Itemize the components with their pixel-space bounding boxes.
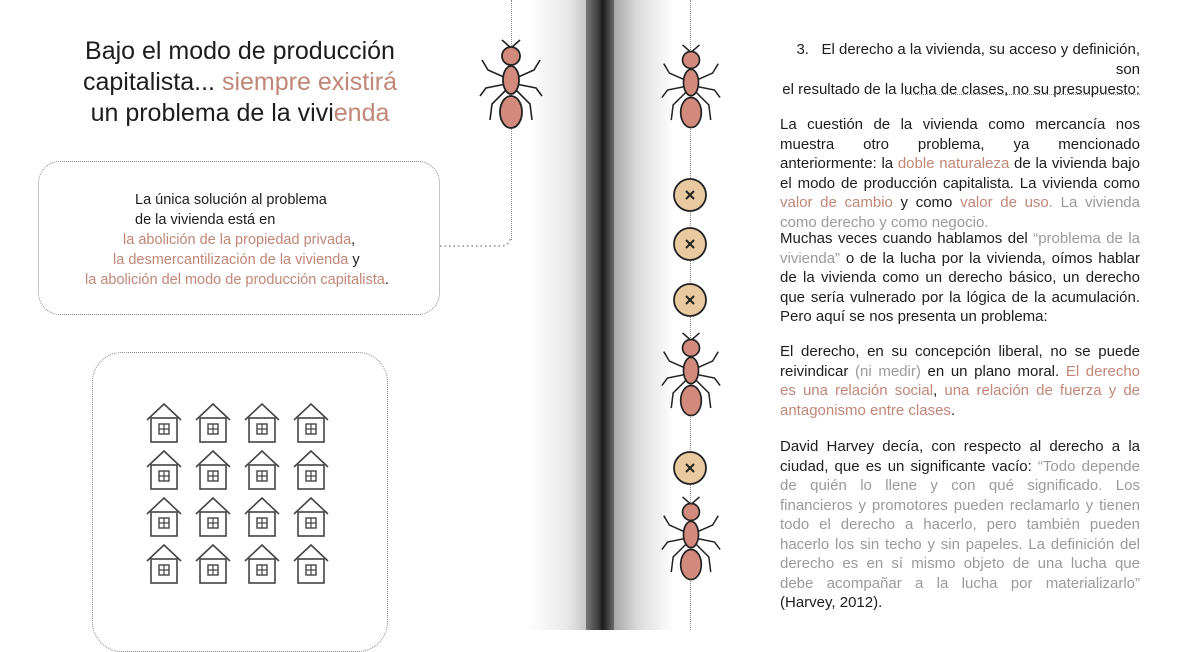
house-grid-icon (145, 402, 335, 592)
p2-text-c: o de la lucha por la vivienda, oímos hablar de la vivienda como un derecho básico, un derecho que sería vulnerado por la lógica de la acumulación. Pero aquí se nos presenta un problema: (780, 249, 1140, 325)
item3-line-1: El derecho a la vivienda, su acceso y definición, son (821, 41, 1140, 78)
callout-connector (440, 238, 512, 250)
callout-item-3: la abolición del modo de producción capitalista (85, 272, 385, 288)
p1-text-g: . La vivienda como derecho y como negocio. (780, 194, 1140, 231)
callout-item-1: la abolición de la propiedad privada (123, 232, 352, 248)
paragraph-1 (780, 115, 1140, 232)
item3-line-2: el resultado de la lucha de clases, no su presupuesto: (782, 81, 1140, 98)
callout-item-2: la desmercantilización de la vivienda (113, 252, 349, 268)
screw-icon (670, 448, 710, 488)
p3-text-a: El derecho, en su concepción liberal, no se puede reivindicar (780, 343, 1140, 380)
p4-text-a: David Harvey decía, con respecto al derecho a la ciudad, que es un significante vacío: (780, 438, 1140, 475)
ant-icon (478, 38, 544, 138)
ant-icon-right-top (660, 40, 722, 140)
ant-icon-right-bottom (660, 492, 722, 592)
paragraph-4 (780, 437, 1140, 613)
paragraph-2 (780, 229, 1140, 327)
p3-highlight-relacion-fuerza: una relación de fuerza y de antagonismo entre clases (780, 382, 1140, 419)
dotted-separator (905, 94, 1140, 95)
p4-citation: (Harvey, 2012). (780, 594, 883, 611)
title-line-1: Bajo el modo de producción (85, 37, 395, 65)
p1-text-a: La cuestión de la vivienda como mercancía nos muestra otro problema, ya mencionado anteriormente: la (780, 116, 1140, 172)
p1-highlight-doble-naturaleza: doble naturaleza (897, 155, 1010, 172)
title-accent: siempre existirá (221, 68, 398, 96)
p1-highlight-valor-uso: valor de uso (960, 194, 1049, 211)
screw-icon (670, 175, 710, 215)
ant-icon-right-middle (660, 328, 722, 428)
item-number: 3. (796, 41, 809, 58)
p2-text-a: Muchas veces cuando hablamos del (780, 230, 1034, 247)
p1-text-c: de la vivienda bajo el modo de producción capitalista. La vivienda como (780, 155, 1140, 192)
callout-item-3-suffix: . (384, 272, 389, 288)
title-line-3: un problema de la vivi (90, 99, 334, 127)
callout-item-1-suffix: , (351, 232, 356, 248)
p1-highlight-valor-cambio: valor de cambio (780, 194, 893, 211)
p1-text-e: y como (892, 194, 961, 211)
title-line-3-accent: enda (333, 99, 390, 127)
book-spine (586, 0, 614, 630)
paragraph-3 (780, 342, 1140, 420)
p2-quote: “problema de la vivienda” (780, 230, 1141, 267)
screw-icon (670, 224, 710, 264)
callout-line-2: de la vivienda está en (135, 212, 276, 228)
callout-text (55, 190, 410, 290)
callout-line-1: La única solución al problema (135, 192, 327, 208)
p4-harvey-quote: “Todo depende de quién lo llene y con qué significado. Los financieros y promotores pueden reclamarlo y tienen todo el derecho a hacerlo, pero también pueden hacerlo los sin techo y sin papeles. La definición del derecho es en sí mismo objeto de una lucha que debe acompañar a la lucha por materializarlo” (780, 457, 1140, 592)
page-title (70, 36, 410, 129)
p3-highlight-relacion-social: El derecho es una relación social (780, 362, 1141, 399)
callout-item-2-suffix: y (348, 252, 360, 268)
title-line-2: capitalista... (82, 68, 215, 96)
screw-icon (670, 280, 710, 320)
p3-text-e: , (933, 382, 945, 399)
p3-text-c: en un plano moral. (920, 362, 1066, 380)
p3-text-g: . (950, 401, 956, 419)
p3-ni-medir: (ni medir) (855, 362, 921, 380)
numbered-point-3 (780, 40, 1140, 100)
